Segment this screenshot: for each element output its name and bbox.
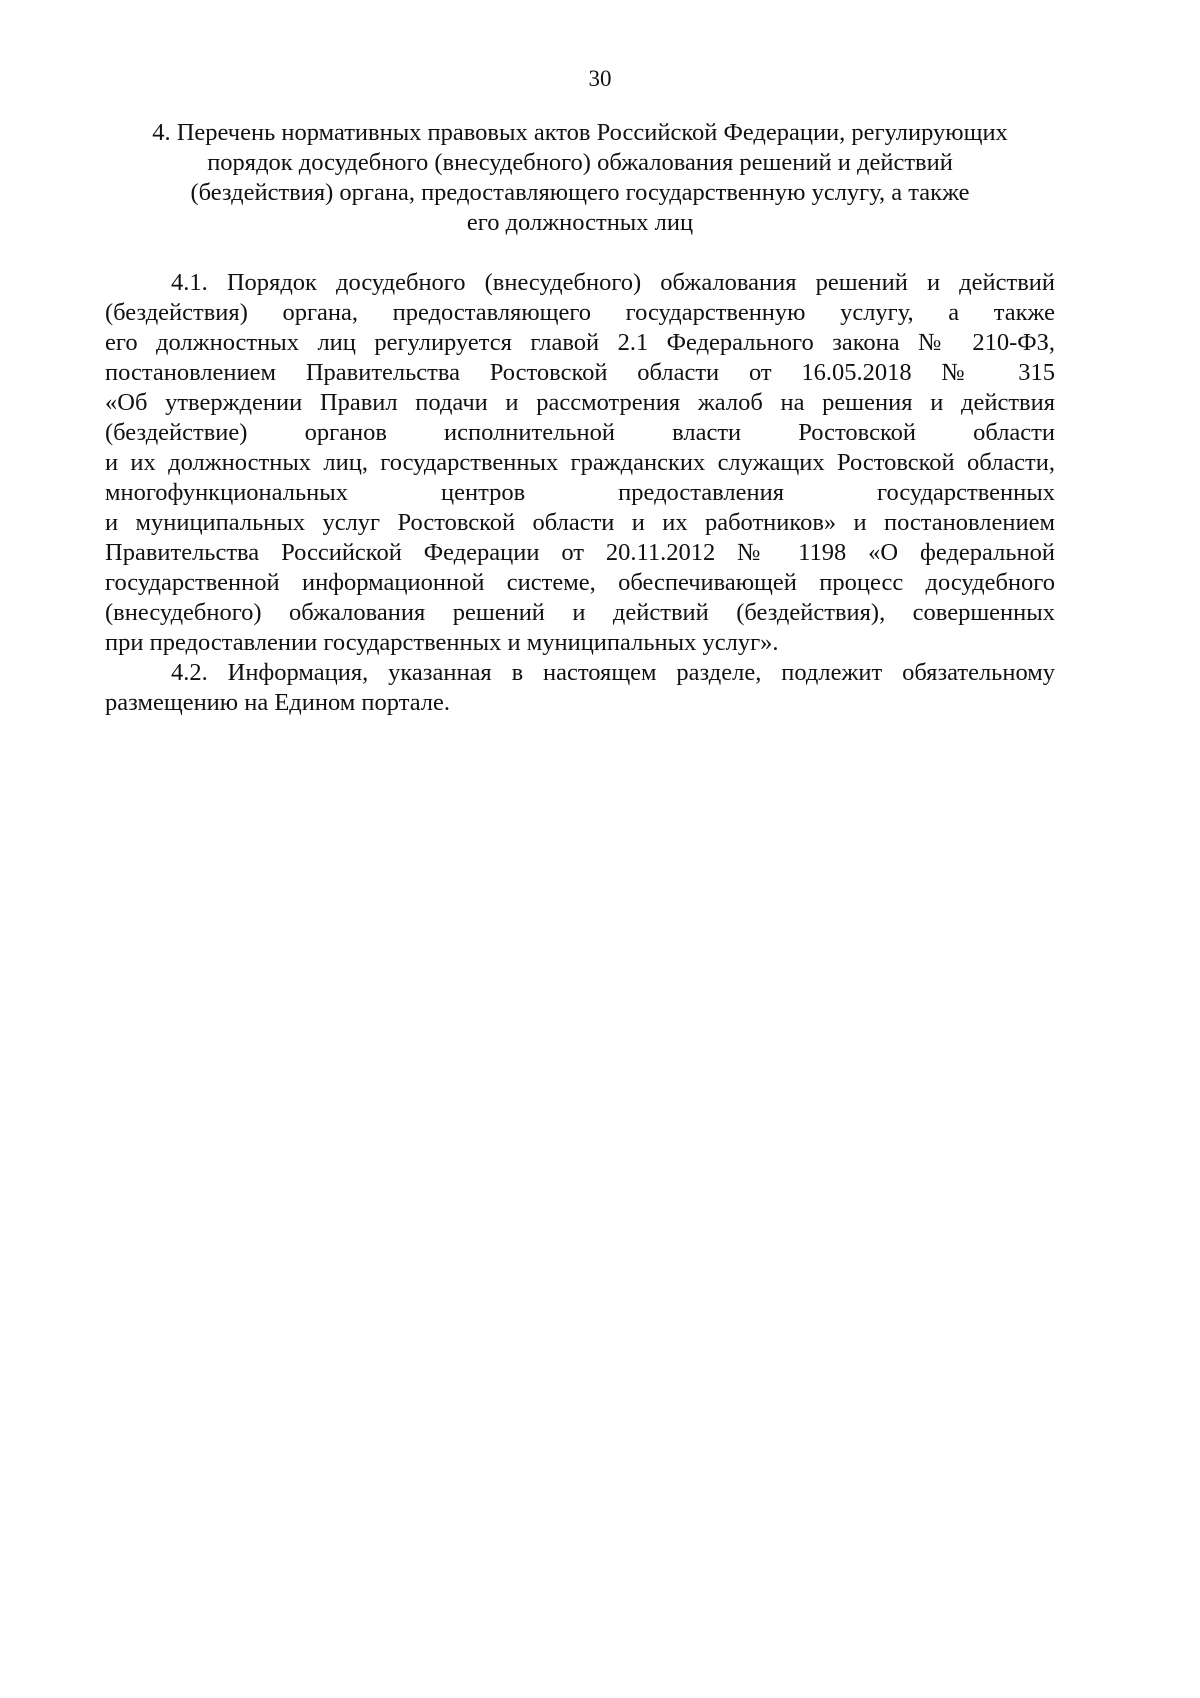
section-heading: [105, 118, 1055, 238]
paragraph-1-line: государственной информационной системе, обеспечивающей процесс досудебного: [105, 569, 1055, 596]
paragraph-1-line: его должностных лиц регулируется главой 2.1 Федерального закона № 210-ФЗ,: [105, 329, 1055, 356]
paragraph-1-line: «Об утверждении Правил подачи и рассмотрения жалоб на решения и действия: [105, 389, 1055, 416]
paragraph-2-line: 4.2. Информация, указанная в настоящем разделе, подлежит обязательному: [171, 659, 1055, 686]
paragraph-1-line: Правительства Российской Федерации от 20.11.2012 № 1198 «О федеральной: [105, 539, 1055, 566]
paragraph-1-line: (внесудебного) обжалования решений и действий (бездействия), совершенных: [105, 599, 1055, 626]
paragraph-2-line: размещению на Едином портале.: [105, 689, 451, 716]
document-body: [105, 268, 1055, 718]
heading-line: 4. Перечень нормативных правовых актов Российской Федерации, регулирующих: [152, 119, 1008, 146]
heading-line: (бездействия) органа, предоставляющего государственную услугу, а также: [190, 179, 970, 206]
paragraph-1-line: при предоставлении государственных и муниципальных услуг».: [105, 629, 779, 656]
heading-line: его должностных лиц: [466, 209, 694, 236]
page-number: 30: [588, 66, 612, 91]
paragraph-1-line: постановлением Правительства Ростовской области от 16.05.2018 № 315: [105, 359, 1055, 386]
paragraph-1-line: (бездействие) органов исполнительной власти Ростовской области: [105, 419, 1055, 446]
heading-line: порядок досудебного (внесудебного) обжалования решений и действий: [207, 149, 953, 176]
paragraph-1-line: и их должностных лиц, государственных гражданских служащих Ростовской области,: [105, 449, 1055, 476]
paragraph-1-line: многофункциональных центров предоставления государственных: [105, 479, 1055, 506]
paragraph-1-line: 4.1. Порядок досудебного (внесудебного) обжалования решений и действий: [171, 269, 1055, 296]
paragraph-1-line: и муниципальных услуг Ростовской области и их работников» и постановлением: [105, 509, 1055, 536]
paragraph-1-line: (бездействия) органа, предоставляющего государственную услугу, а также: [105, 299, 1055, 326]
